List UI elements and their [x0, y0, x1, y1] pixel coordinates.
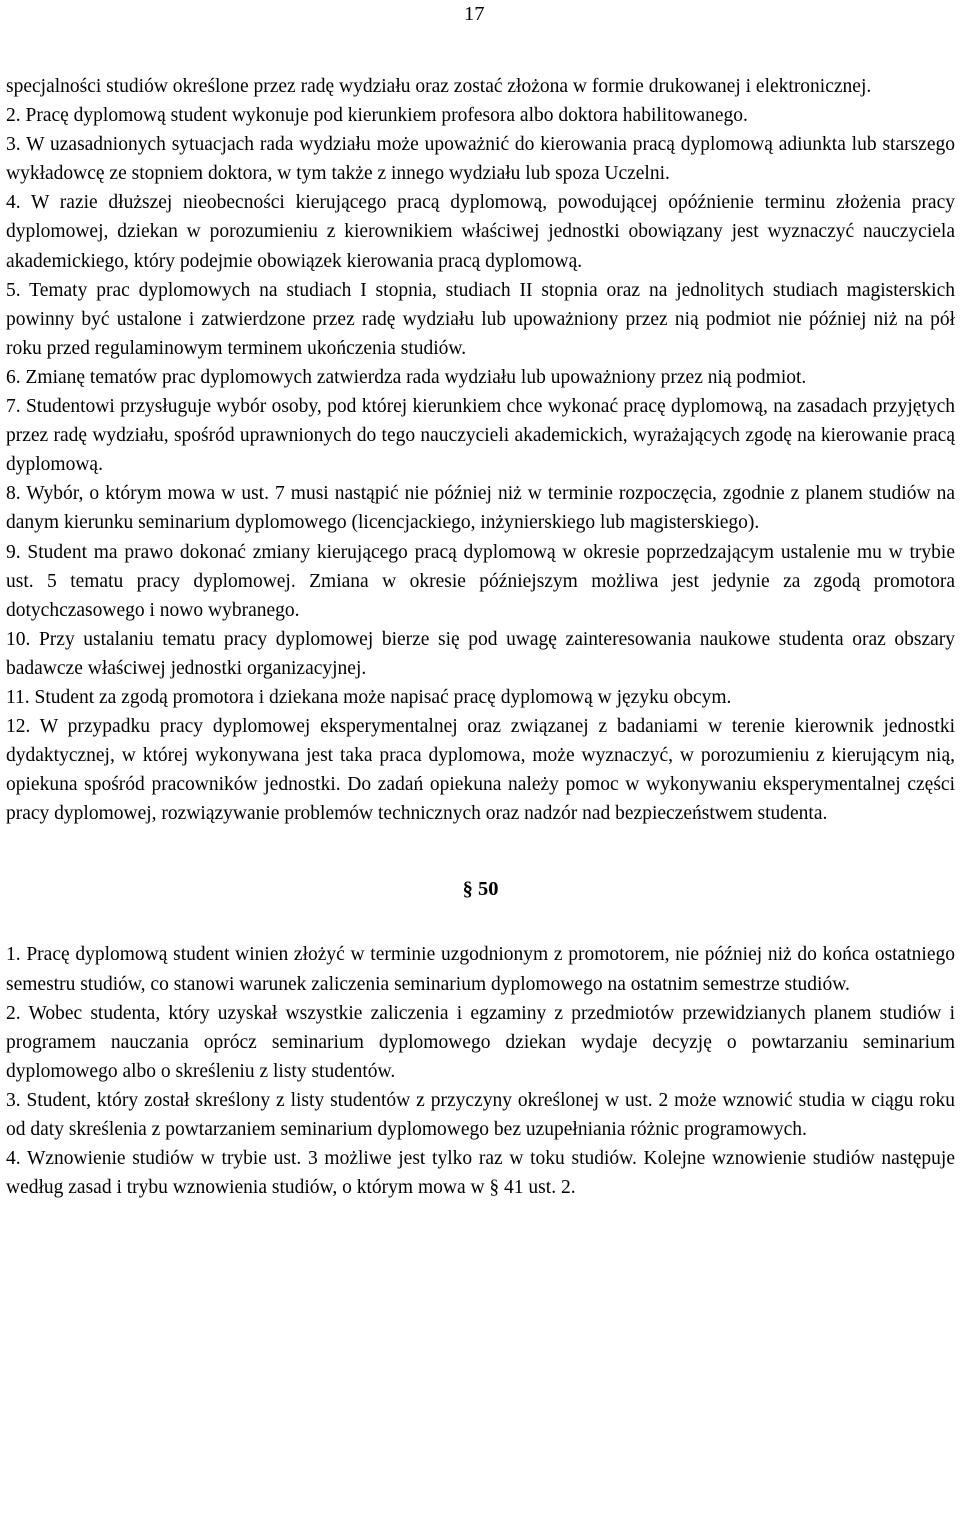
paragraph-item-7: 7. Studentowi przysługuje wybór osoby, pod której kierunkiem chce wykonać pracę dyplomową, na zasadach przyjętych przez radę wydziału, spośród uprawnionych do tego nauczycieli akademickich, wyrażających zgodę na kierowanie pracą dyplomową. [6, 396, 955, 476]
paragraph-item-6: 6. Zmianę tematów prac dyplomowych zatwierdza rada wydziału lub upoważniony przez nią podmiot. [6, 366, 807, 388]
section-50-item-4: 4. Wznowienie studiów w trybie ust. 3 możliwe jest tylko raz w toku studiów. Kolejne wznowienie studiów następuje według zasad i trybu wznowienia studiów, o którym mowa w § 41 ust. 2. [6, 1148, 955, 1199]
paragraph-item-3: 3. W uzasadnionych sytuacjach rada wydziału może upoważnić do kierowania pracą dyplomową adiunkta lub starszego wykładowcę ze stopniem doktora, w tym także z innego wydziału lub spoza Uczelni. [6, 134, 955, 185]
section-50-item-3: 3. Student, który został skreślony z listy studentów z przyczyny określonej w ust. 2 może wznowić studia w ciągu roku od daty skreślenia z powtarzaniem seminarium dyplomowego bez uzupełniania różnic programowych. [6, 1089, 955, 1140]
section-50-item-1: 1. Pracę dyplomową student winien złożyć w terminie uzgodnionym z promotorem, nie później niż do końca ostatniego semestru studiów, co stanowi warunek zaliczenia seminarium dyplomowego na ostatnim semestrze studiów. [6, 944, 955, 995]
paragraph-item-10: 10. Przy ustalaniu tematu pracy dyplomowej bierze się pod uwagę zainteresowania naukowe studenta oraz obszary badawcze właściwej jednostki organizacyjnej. [6, 628, 955, 679]
paragraph-item-8: 8. Wybór, o którym mowa w ust. 7 musi nastąpić nie później niż w terminie rozpoczęcia, zgodnie z planem studiów na danym kierunku seminarium dyplomowego (licencjackiego, inżynierskiego lub magisterskiego). [6, 483, 955, 534]
page-number: 17 [464, 3, 485, 25]
document-body [6, 72, 955, 1202]
section-heading: § 50 [462, 878, 499, 901]
paragraph-item-4: 4. W razie dłuższej nieobecności kierującego pracą dyplomową, powodującej opóźnienie terminu złożenia pracy dyplomowej, dziekan w porozumieniu z kierownikiem właściwej jednostki obowiązany jest wyznaczyć nauczyciela akademickiego, który podejmie obowiązek kierowania pracą dyplomową. [6, 192, 955, 272]
paragraph-item-9: 9. Student ma prawo dokonać zmiany kierującego pracą dyplomową w okresie poprzedzającym ustalenie mu w trybie ust. 5 tematu pracy dyplomowej. Zmiana w okresie późniejszym możliwa jest jedynie za zgodą promotora dotychczasowego i nowo wybranego. [6, 541, 955, 621]
paragraph-continuation: specjalności studiów określone przez radę wydziału oraz zostać złożona w formie drukowanej i elektronicznej. [6, 76, 872, 97]
section-50-item-2: 2. Wobec studenta, który uzyskał wszystkie zaliczenia i egzaminy z przedmiotów przewidzianych planem studiów i programem nauczania oprócz seminarium dyplomowego dziekan wydaje decyzję o powtarzaniu seminarium dyplomowego albo o skreśleniu z listy studentów. [6, 1002, 955, 1082]
paragraph-item-12: 12. W przypadku pracy dyplomowej eksperymentalnej oraz związanej z badaniami w terenie kierownik jednostki dydaktycznej, w której wykonywana jest taka praca dyplomowa, może wyznaczyć, w porozumieniu z kierującym nią, opiekuna spośród pracowników jednostki. Do zadań opiekuna należy pomoc w wykonywaniu eksperymentalnej części pracy dyplomowej, rozwiązywanie problemów technicznych oraz nadzór nad bezpieczeństwem studenta. [6, 716, 955, 825]
paragraph-item-2: 2. Pracę dyplomową student wykonuje pod kierunkiem profesora albo doktora habilitowanego. [6, 105, 748, 127]
paragraph-item-5: 5. Tematy prac dyplomowych na studiach I stopnia, studiach II stopnia oraz na jednolitych studiach magisterskich powinny być ustalone i zatwierdzone przez radę wydziału lub upoważniony przez nią podmiot nie później niż na pół roku przed regulaminowym terminem ukończenia studiów. [6, 279, 955, 359]
paragraph-item-11: 11. Student za zgodą promotora i dziekana może napisać pracę dyplomową w języku obcym. [6, 686, 732, 708]
